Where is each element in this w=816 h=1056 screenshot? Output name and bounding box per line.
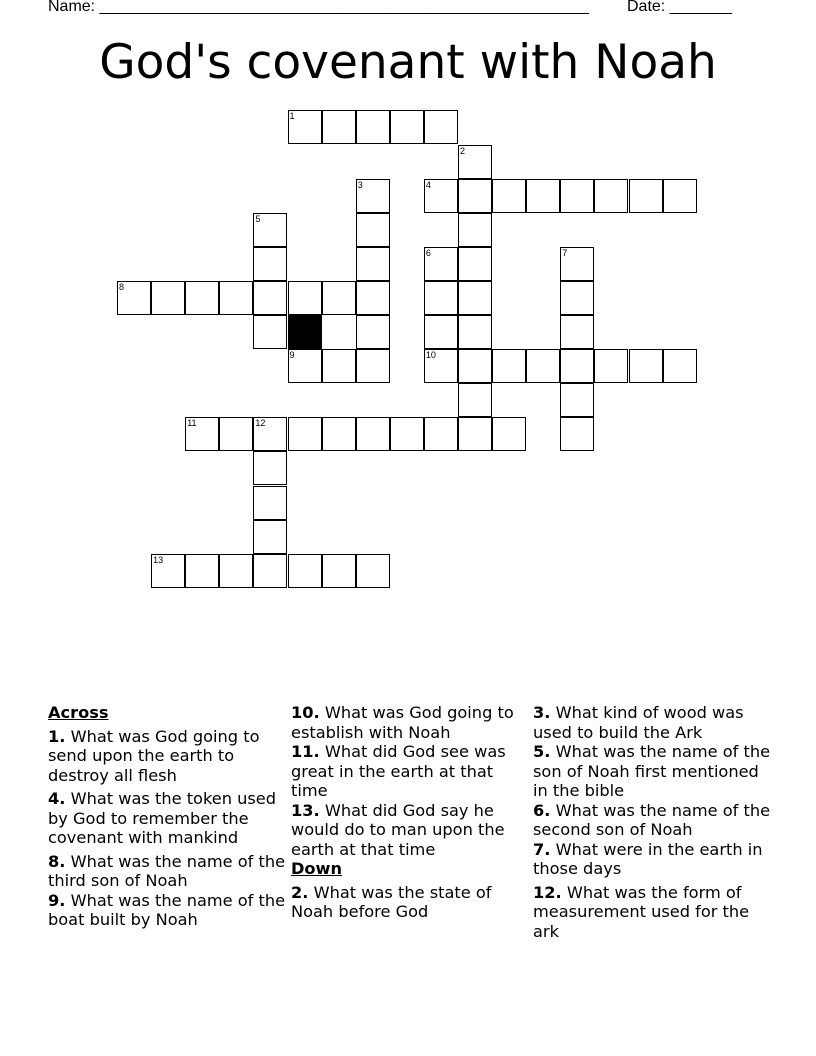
cell-number: 12: [255, 418, 266, 429]
grid-cell-3[interactable]: [356, 179, 390, 213]
cell-number: 10: [425, 350, 436, 361]
across-heading: Across: [48, 703, 109, 722]
grid-cell[interactable]: [253, 554, 287, 588]
grid-cell-2[interactable]: [458, 145, 492, 179]
clue-number: 8.: [48, 851, 66, 871]
grid-cell[interactable]: [219, 417, 253, 451]
grid-cell[interactable]: [322, 110, 356, 144]
clue-text: What was the name of the boat built by Noah: [48, 890, 286, 929]
clue-number: 10.: [291, 703, 320, 722]
clue-text: What was the name of the second son of Noah: [533, 800, 771, 839]
clue-text: What kind of wood was used to build the Ark: [533, 703, 744, 742]
grid-cell[interactable]: [492, 349, 526, 383]
clue-text: What was the form of measurement used for the ark: [533, 882, 750, 941]
clue-text: What was God going to establish with Noah: [291, 703, 514, 742]
grid-cell[interactable]: [356, 315, 390, 349]
grid-cell[interactable]: [288, 554, 322, 588]
grid-cell[interactable]: [288, 281, 322, 315]
cell-number: 3: [357, 179, 363, 190]
cell-number: 5: [255, 213, 261, 224]
clues-column-3: [533, 703, 773, 945]
grid-cell-10[interactable]: [424, 349, 458, 383]
grid-cell[interactable]: [322, 554, 356, 588]
grid-cell[interactable]: [356, 110, 390, 144]
clue-number: 4.: [48, 789, 66, 808]
grid-cell[interactable]: [356, 417, 390, 451]
cell-number: 13: [153, 554, 164, 565]
clue-number: 1.: [48, 726, 66, 746]
grid-cell[interactable]: [356, 213, 390, 247]
grid-cell[interactable]: [390, 417, 424, 451]
grid-cell[interactable]: [560, 179, 594, 213]
clue-text: What was the name of the third son of Noah: [48, 851, 286, 890]
grid-cell[interactable]: [458, 383, 492, 417]
grid-cell[interactable]: [629, 349, 663, 383]
clue-across-8: [48, 852, 286, 891]
grid-cell[interactable]: [356, 281, 390, 315]
grid-cell[interactable]: [288, 417, 322, 451]
grid-cell[interactable]: [560, 281, 594, 315]
grid-cell[interactable]: [663, 349, 697, 383]
grid-cell-7[interactable]: [560, 247, 594, 281]
cell-number: 11: [187, 418, 197, 429]
grid-cell[interactable]: [322, 417, 356, 451]
clue-across-9: [48, 891, 286, 930]
cell-number: 7: [562, 247, 568, 258]
grid-cell[interactable]: [526, 349, 560, 383]
down-heading: Down: [291, 859, 343, 878]
cell-number: 2: [460, 145, 466, 156]
grid-cell[interactable]: [322, 281, 356, 315]
grid-cell[interactable]: [560, 417, 594, 451]
grid-cell[interactable]: [356, 247, 390, 281]
clue-text: What was the state of Noah before God: [291, 882, 492, 921]
grid-cell[interactable]: [458, 417, 492, 451]
grid-cell[interactable]: [458, 213, 492, 247]
grid-cell-9[interactable]: [288, 349, 322, 383]
clue-down-12: [533, 883, 773, 942]
grid-cell[interactable]: [253, 486, 287, 520]
cell-number: 9: [289, 350, 295, 361]
grid-cell[interactable]: [424, 315, 458, 349]
grid-cell[interactable]: [594, 349, 628, 383]
clue-number: 13.: [291, 800, 320, 820]
name-field[interactable]: Name: _______________________________________________________: [48, 0, 589, 15]
grid-cell[interactable]: [629, 179, 663, 213]
clue-down-5: [533, 742, 773, 801]
clue-text: What was the token used by God to remember the covenant with mankind: [48, 789, 277, 847]
grid-cell[interactable]: [560, 383, 594, 417]
page-title: God's covenant with Noah: [99, 35, 717, 90]
grid-cell[interactable]: [424, 417, 458, 451]
grid-cell[interactable]: [390, 110, 424, 144]
clue-number: 2.: [291, 882, 309, 902]
grid-cell-12[interactable]: [253, 417, 287, 451]
clue-text: What did God say he would do to man upon the earth at that time: [291, 800, 505, 859]
clue-down-3: [533, 703, 773, 742]
grid-cell[interactable]: [560, 349, 594, 383]
clues-column-1: [48, 703, 286, 934]
clue-across-11: [291, 742, 529, 801]
grid-cell-8[interactable]: [117, 281, 151, 315]
grid-cell[interactable]: [253, 247, 287, 281]
grid-cell[interactable]: [458, 179, 492, 213]
clue-text: What were in the earth in those days: [533, 839, 763, 878]
clue-number: 12.: [533, 882, 562, 902]
grid-cell[interactable]: [526, 179, 560, 213]
clue-across-10: [291, 703, 529, 742]
blocked-cell: [288, 315, 322, 349]
clues-column-2: [291, 703, 529, 926]
cell-number: 8: [119, 281, 125, 292]
clue-number: 7.: [533, 839, 551, 859]
clue-across-4: [48, 789, 286, 848]
grid-cell[interactable]: [356, 349, 390, 383]
grid-cell[interactable]: [219, 281, 253, 315]
grid-cell[interactable]: [253, 315, 287, 349]
grid-cell[interactable]: [458, 247, 492, 281]
clue-across-1: [48, 727, 286, 786]
grid-cell[interactable]: [185, 554, 219, 588]
cell-number: 1: [289, 111, 295, 122]
grid-cell[interactable]: [253, 281, 287, 315]
clue-number: 6.: [533, 800, 551, 820]
clue-number: 3.: [533, 703, 551, 722]
clue-text: What did God see was great in the earth at that time: [291, 742, 506, 800]
grid-cell[interactable]: [458, 315, 492, 349]
grid-cell[interactable]: [492, 179, 526, 213]
grid-cell-13[interactable]: [151, 554, 185, 588]
cell-number: 4: [425, 179, 431, 190]
grid-cell[interactable]: [458, 281, 492, 315]
grid-cell[interactable]: [219, 554, 253, 588]
clue-text: What was God going to send upon the earth to destroy all flesh: [48, 726, 260, 785]
clue-down-6: [533, 801, 773, 840]
clue-across-13: [291, 801, 529, 860]
grid-cell[interactable]: [185, 281, 219, 315]
grid-cell[interactable]: [356, 554, 390, 588]
clue-down-7: [533, 840, 773, 879]
clue-text: What was the name of the son of Noah first mentioned in the bible: [533, 742, 771, 800]
clue-number: 5.: [533, 742, 551, 761]
clue-number: 11.: [291, 742, 320, 761]
cell-number: 6: [425, 247, 431, 258]
date-field[interactable]: Date: _______: [627, 0, 732, 15]
clue-number: 9.: [48, 890, 66, 910]
clue-down-2: [291, 883, 529, 922]
grid-cell-1[interactable]: [288, 110, 322, 144]
grid-cell-4[interactable]: [424, 179, 458, 213]
grid-cell[interactable]: [253, 451, 287, 485]
grid-cell[interactable]: [322, 349, 356, 383]
grid-cell[interactable]: [253, 520, 287, 554]
grid-cell[interactable]: [492, 417, 526, 451]
grid-cell-11[interactable]: [185, 417, 219, 451]
grid-cell-5[interactable]: [253, 213, 287, 247]
grid-cell[interactable]: [663, 179, 697, 213]
grid-cell[interactable]: [594, 179, 628, 213]
grid-cell[interactable]: [458, 349, 492, 383]
grid-cell[interactable]: [560, 315, 594, 349]
grid-cell-6[interactable]: [424, 247, 458, 281]
grid-cell[interactable]: [151, 281, 185, 315]
grid-cell[interactable]: [424, 281, 458, 315]
grid-cell[interactable]: [424, 110, 458, 144]
